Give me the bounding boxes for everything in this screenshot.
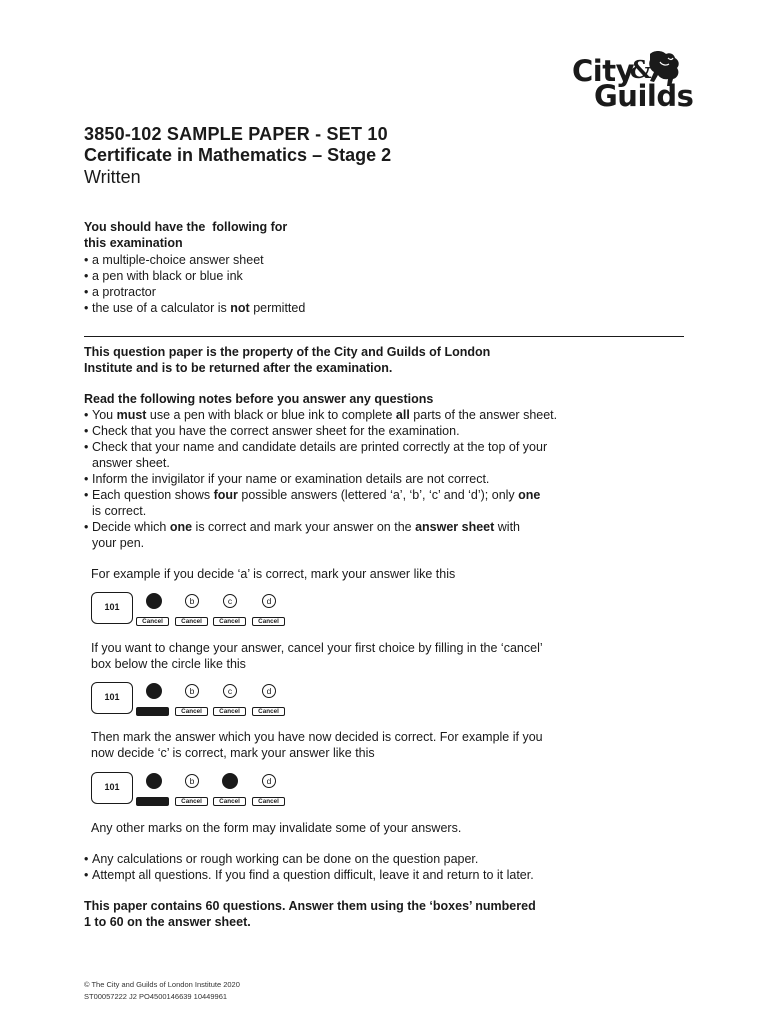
logo-city-text: City [572, 54, 634, 88]
emphasis: must [116, 408, 147, 422]
document-reference: ST00057222 J2 PO4500146639 10449961 [84, 992, 228, 1001]
requirement-item-calculator [84, 300, 384, 316]
cancel-box-d: Cancel [252, 797, 285, 806]
requirement-item: • a protractor [84, 284, 384, 300]
property-notice [84, 344, 544, 376]
notes-list [84, 407, 584, 551]
cancel-box-a: Cancel [136, 617, 169, 626]
text-line: your pen. [92, 536, 145, 550]
note-item: • Check that you have the correct answer sheet for the examination. [84, 423, 584, 439]
emphasis: all [395, 408, 410, 422]
lion-emblem-icon [624, 48, 684, 94]
note-item: • Any calculations or rough working can be done on the question paper. [84, 851, 604, 867]
question-number-box: 101 [91, 772, 133, 804]
text-run: possible answers (lettered ‘a’, ‘b’, ‘c’ and ‘d’); only [237, 488, 519, 502]
requirement-item: • a pen with black or blue ink [84, 268, 384, 284]
logo-guilds-text: Guilds [594, 79, 694, 113]
text-line [92, 487, 584, 503]
emphasis: answer sheet [415, 520, 495, 534]
emphasis: four [213, 488, 238, 502]
text-line: Then mark the answer which you have now decided is correct. For example if you [91, 730, 543, 744]
example-instruction-3 [91, 729, 571, 761]
requirement-item: • a multiple-choice answer sheet [84, 252, 384, 268]
answer-example-2 [91, 680, 291, 720]
note-item [84, 407, 584, 423]
answer-bubble-a-filled [146, 773, 162, 789]
answer-bubble-d: d [262, 684, 276, 698]
text-line: This paper contains 60 questions. Answer them using the ‘boxes’ numbered [84, 899, 536, 913]
cancel-box-b: Cancel [175, 797, 208, 806]
cancel-box-c: Cancel [213, 797, 246, 806]
text-run: use a pen with black or blue ink to complete [146, 408, 396, 422]
cancel-box-b: Cancel [175, 707, 208, 716]
note-item [84, 439, 584, 471]
text-line [92, 519, 584, 535]
text-line: now decide ‘c’ is correct, mark your answer like this [91, 746, 375, 760]
paper-code: 3850-102 SAMPLE PAPER - SET 10 [84, 124, 388, 144]
cancel-box-a-filled [136, 707, 169, 716]
text-line: 1 to 60 on the answer sheet. [84, 915, 251, 929]
question-number-box: 101 [91, 682, 133, 714]
text-run: You [92, 408, 117, 422]
text-run: permitted [249, 301, 306, 315]
example-instruction-2 [91, 640, 571, 672]
answer-bubble-d: d [262, 774, 276, 788]
requirements-list [84, 252, 384, 316]
question-count-notice [84, 898, 584, 930]
answer-bubble-c: c [223, 684, 237, 698]
example-instruction-1: For example if you decide ‘a’ is correct, mark your answer like this [91, 567, 456, 581]
emphasis-not: not [230, 301, 250, 315]
question-number-box: 101 [91, 592, 133, 624]
paper-title: Certificate in Mathematics – Stage 2 [84, 145, 392, 165]
answer-bubble-d: d [262, 594, 276, 608]
text-line: answer sheet. [92, 456, 170, 470]
emphasis: one [518, 488, 541, 502]
logo-ampersand: & [630, 55, 652, 84]
example-warning: Any other marks on the form may invalidate some of your answers. [91, 821, 462, 835]
answer-bubble-a-filled [146, 593, 162, 609]
property-line1: This question paper is the property of the City and Guilds of London [84, 345, 491, 359]
note-item: • Inform the invigilator if your name or examination details are not correct. [84, 471, 584, 487]
answer-bubble-b: b [185, 594, 199, 608]
cancel-box-a-filled [136, 797, 169, 806]
text-line: is correct. [92, 504, 147, 518]
emphasis: one [169, 520, 193, 534]
answer-example-1 [91, 590, 291, 630]
city-and-guilds-logo [572, 48, 694, 114]
answer-example-3 [91, 770, 291, 810]
answer-bubble-a-filled [146, 683, 162, 699]
text-run: parts of the answer sheet. [409, 408, 558, 422]
answer-bubble-b: b [185, 774, 199, 788]
text-line: If you want to change your answer, cancel your first choice by filling in the ‘cancel’ [91, 641, 543, 655]
text-run: the use of a calculator is [92, 301, 231, 315]
property-line2: Institute and is to be returned after the examination. [84, 361, 393, 375]
answer-bubble-c: c [223, 594, 237, 608]
text-run: Each question shows [92, 488, 214, 502]
text-run: with [494, 520, 520, 534]
text-line: box below the circle like this [91, 657, 246, 671]
note-item [84, 487, 584, 519]
paper-subtitle: Written [84, 167, 141, 187]
answer-bubble-b: b [185, 684, 199, 698]
requirements-heading-line2: this examination [84, 236, 183, 250]
cancel-box-d: Cancel [252, 617, 285, 626]
cancel-box-c: Cancel [213, 707, 246, 716]
requirements-heading [84, 219, 344, 251]
text-run: Decide which [92, 520, 170, 534]
note-item: • Attempt all questions. If you find a question difficult, leave it and return to it later. [84, 867, 604, 883]
note-item [84, 519, 584, 551]
text-line: • Check that your name and candidate details are printed correctly at the top of your [92, 440, 548, 454]
text-run: is correct and mark your answer on the [192, 520, 416, 534]
copyright-text: © The City and Guilds of London Institute 2020 [84, 980, 240, 989]
divider [84, 336, 684, 337]
final-notes-list [84, 851, 604, 883]
cancel-box-b: Cancel [175, 617, 208, 626]
requirements-heading-line1: You should have the following for [84, 220, 288, 234]
notes-heading: Read the following notes before you answer any questions [84, 392, 434, 406]
answer-bubble-c-filled [222, 773, 238, 789]
cancel-box-c: Cancel [213, 617, 246, 626]
cancel-box-d: Cancel [252, 707, 285, 716]
